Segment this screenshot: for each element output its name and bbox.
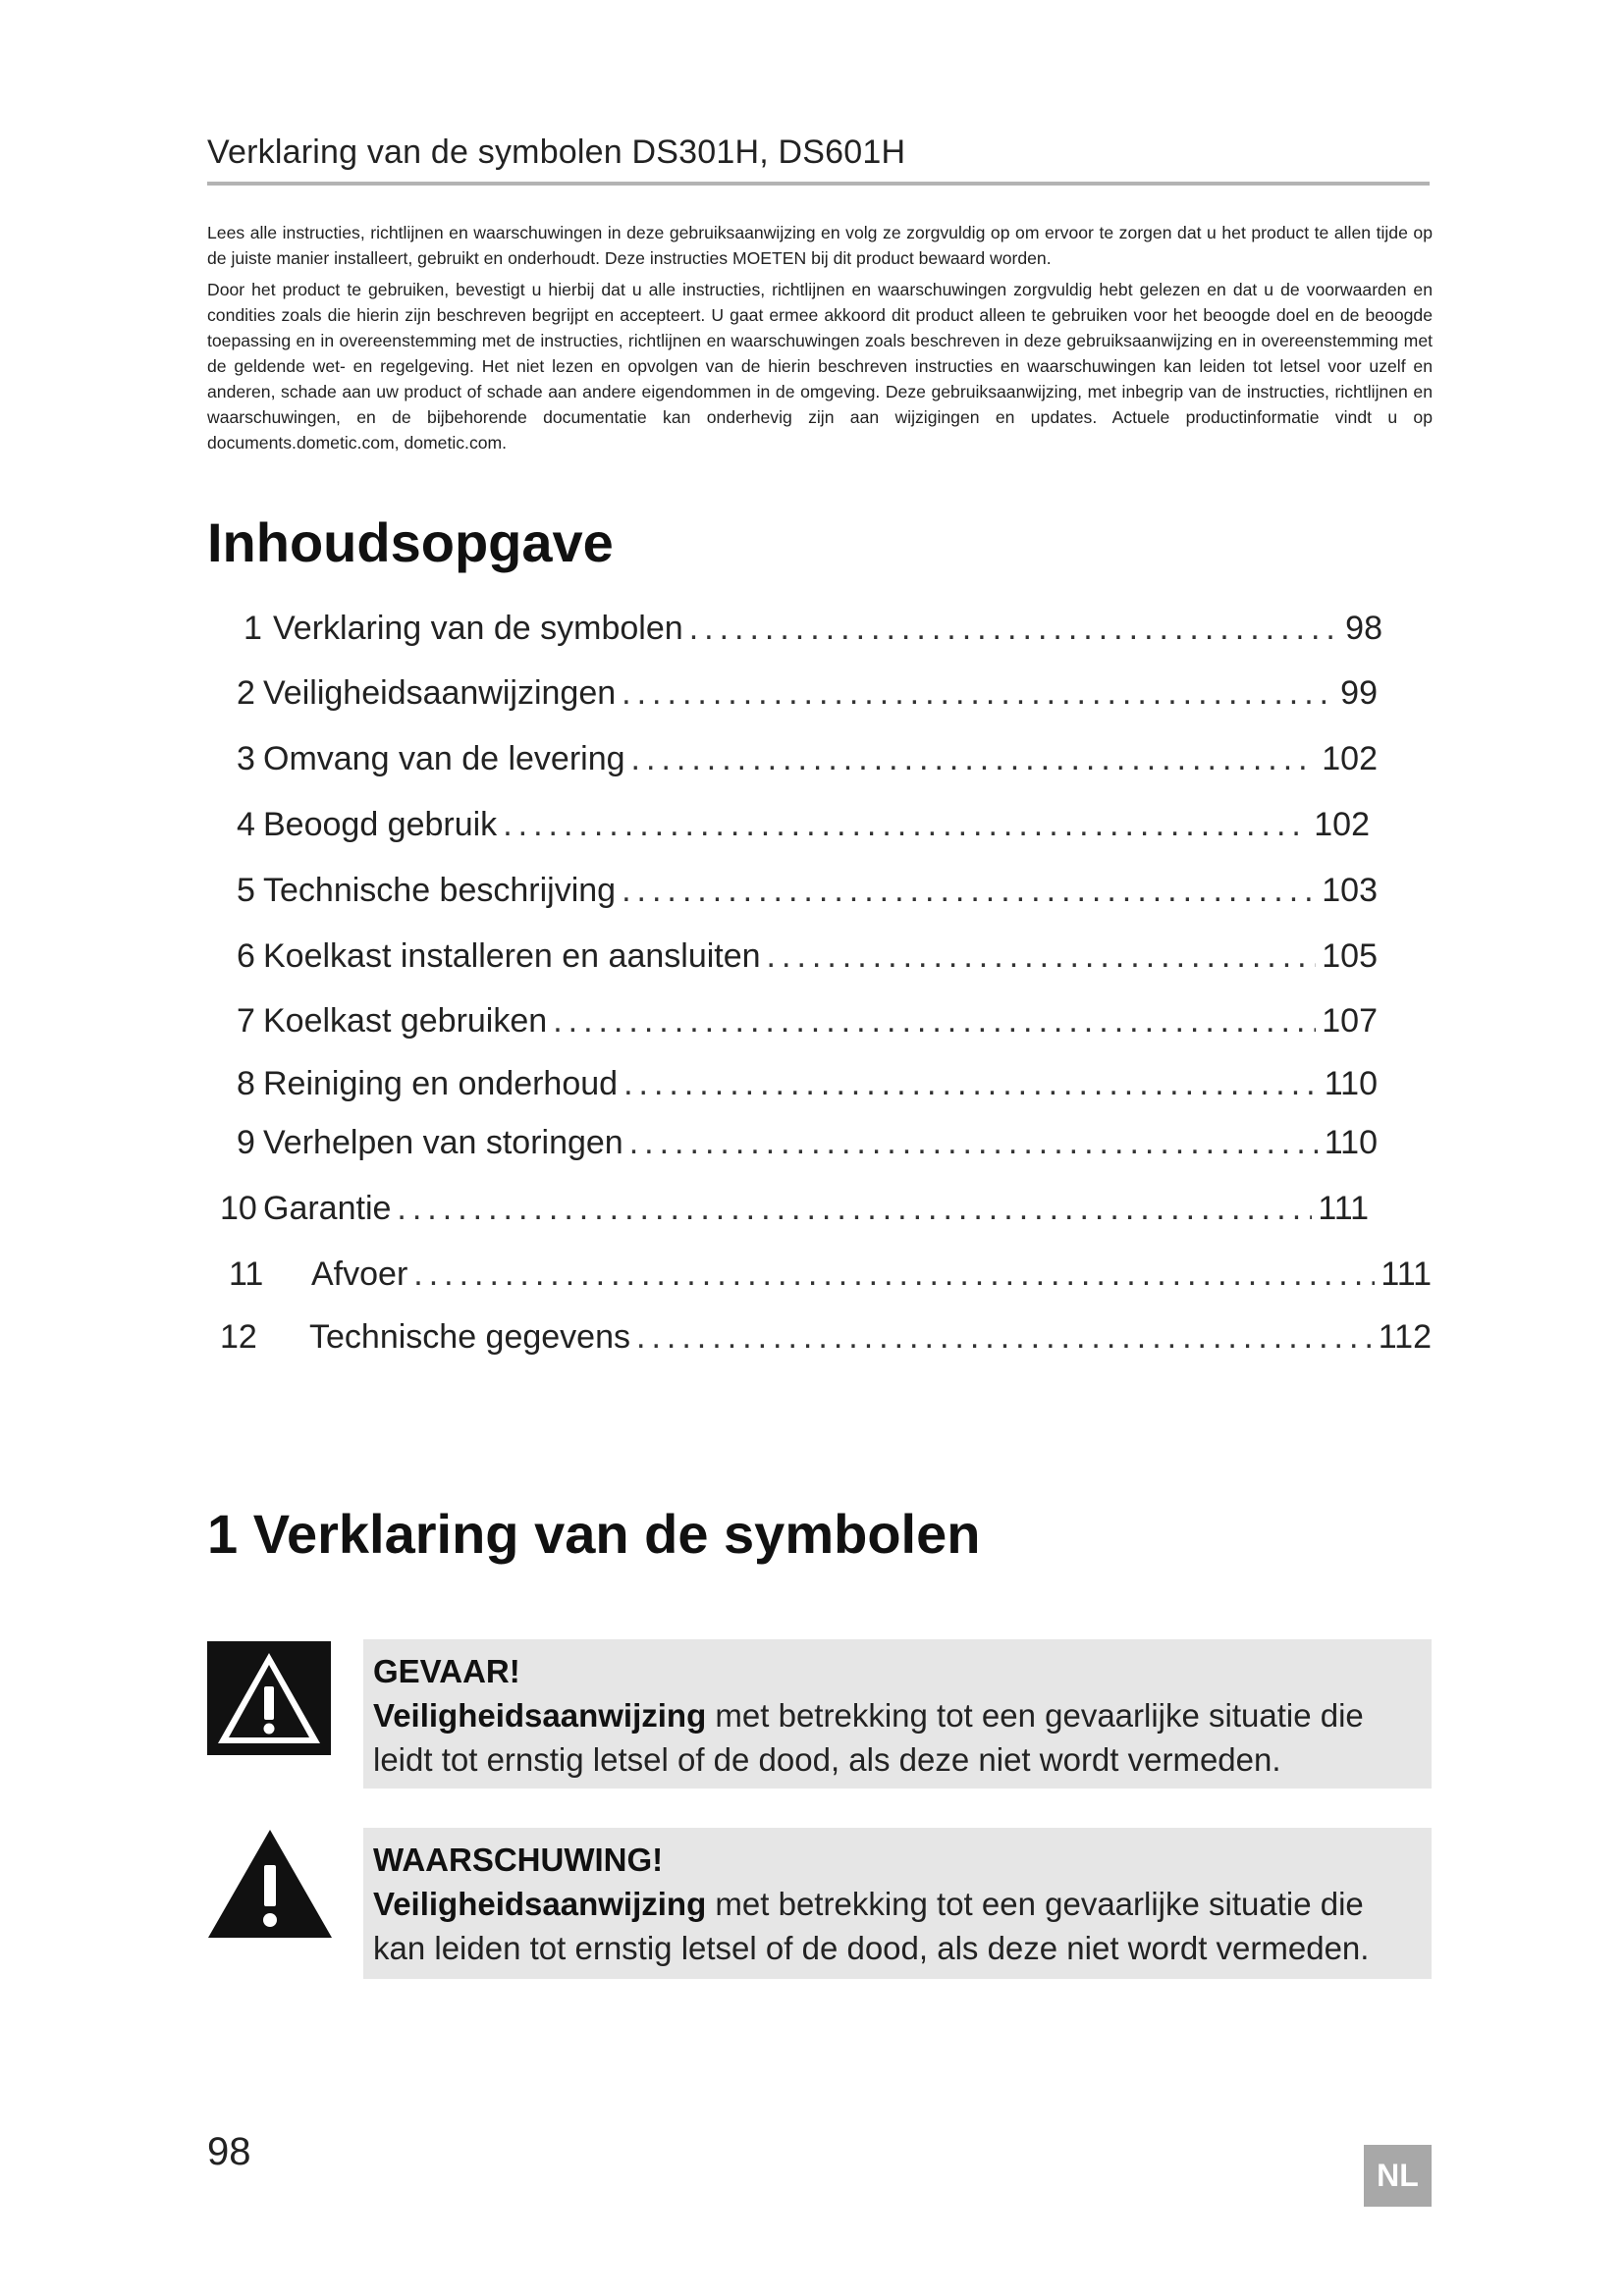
warning-notice	[363, 1828, 1432, 1979]
toc-item-page: 111	[1380, 1255, 1432, 1293]
toc-item-title: Reiniging en onderhoud	[263, 1065, 619, 1102]
page-number: 98	[207, 2130, 251, 2173]
toc-item[interactable]	[244, 607, 1382, 650]
toc-item[interactable]	[237, 1062, 1378, 1105]
toc-item-page: 102	[1314, 806, 1370, 843]
danger-notice	[363, 1639, 1432, 1789]
toc-leader-dots	[631, 737, 1317, 780]
toc-item[interactable]	[220, 1187, 1369, 1230]
toc-item-title: Omvang van de levering	[263, 740, 625, 777]
toc-leader-dots	[767, 934, 1317, 978]
toc-item[interactable]	[237, 869, 1378, 912]
toc-item-title: Verhelpen van storingen	[263, 1124, 623, 1161]
toc-item-title: Veiligheidsaanwijzingen	[263, 674, 617, 712]
toc-item-number: 4	[237, 806, 255, 843]
toc-leader-dots	[622, 869, 1316, 912]
warning-strong-text: Veiligheidsaanwijzing	[373, 1886, 707, 1922]
toc-item-title: Technische beschrijving	[263, 872, 617, 909]
toc-item-page: 107	[1322, 1002, 1378, 1040]
toc-item-title: Beoogd gebruik	[263, 806, 498, 843]
danger-label: GEVAAR!	[373, 1653, 520, 1689]
toc-leader-dots	[397, 1187, 1312, 1230]
toc-item-title: Koelkast gebruiken	[263, 1002, 548, 1040]
toc-leader-dots	[689, 607, 1339, 650]
toc-item-number: 8	[237, 1065, 255, 1102]
warning-label: WAARSCHUWING!	[373, 1842, 664, 1878]
toc-item-page: 99	[1340, 674, 1378, 712]
toc-item[interactable]	[220, 1315, 1432, 1359]
warning-triangle-icon	[207, 1828, 333, 1940]
danger-strong-text: Veiligheidsaanwijzing	[373, 1697, 707, 1734]
toc-item-page: 98	[1345, 610, 1382, 647]
page-header-title: Verklaring van de symbolen DS301H, DS601H	[207, 133, 1430, 186]
toc-heading: Inhoudsopgave	[207, 511, 614, 573]
toc-item-title: Technische gegevens	[309, 1318, 631, 1356]
intro-paragraph-1: Lees alle instructies, richtlijnen en waarschuwingen in deze gebruiksaanwijzing en volg ze zorgvuldig op om ervoor te zorgen dat u het product te allen tijde op de juiste manier installeert, gebruikt en onderhoudt. Deze instructies MOETEN bij dit product bewaard worden.	[207, 223, 1433, 268]
toc-item-number: 7	[237, 1002, 255, 1040]
toc-leader-dots	[413, 1253, 1375, 1296]
toc-item-number: 2	[237, 674, 255, 712]
toc-item[interactable]	[237, 999, 1378, 1042]
language-tab: NL	[1364, 2145, 1432, 2207]
toc-leader-dots	[503, 803, 1308, 846]
toc-leader-dots	[622, 671, 1334, 715]
toc-item-page: 110	[1324, 1065, 1378, 1102]
toc-item-number: 10	[220, 1190, 257, 1227]
toc-leader-dots	[636, 1315, 1373, 1359]
toc-item-page: 110	[1324, 1124, 1378, 1161]
toc-leader-dots	[623, 1062, 1319, 1105]
toc-item[interactable]	[229, 1253, 1432, 1296]
toc-item-title: Koelkast installeren en aansluiten	[263, 937, 761, 975]
toc-item-number: 1	[244, 610, 262, 647]
toc-item-number: 9	[237, 1124, 255, 1161]
toc-item[interactable]	[237, 671, 1378, 715]
toc-item-number: 11	[229, 1255, 264, 1293]
toc-item[interactable]	[237, 737, 1378, 780]
toc-item-number: 6	[237, 937, 255, 975]
toc-item-number: 3	[237, 740, 255, 777]
toc-leader-dots	[629, 1121, 1319, 1164]
toc-item-page: 111	[1318, 1190, 1369, 1227]
toc-item-page: 102	[1322, 740, 1378, 777]
toc-item[interactable]	[237, 1121, 1378, 1164]
toc-item-title: Verklaring van de symbolen	[273, 610, 683, 647]
intro-text	[207, 220, 1433, 461]
toc-item-number: 5	[237, 872, 255, 909]
toc-item[interactable]	[237, 934, 1378, 978]
toc-item-title: Garantie	[263, 1190, 392, 1227]
toc-item-title: Afvoer	[311, 1255, 408, 1293]
toc-item-page: 112	[1378, 1318, 1432, 1356]
toc-item[interactable]	[237, 803, 1370, 846]
toc-item-page: 105	[1322, 937, 1378, 975]
danger-body-text: met betrekking tot een gevaarlijke situatie die leidt tot ernstig letsel of de dood, als deze niet wordt vermeden.	[373, 1697, 1364, 1778]
toc-item-page: 103	[1322, 872, 1378, 909]
section-heading: 1 Verklaring van de symbolen	[207, 1503, 981, 1565]
toc-item-number: 12	[220, 1318, 257, 1356]
warning-body-text: met betrekking tot een gevaarlijke situatie die kan leiden tot ernstig letsel of de dood, als deze niet wordt vermeden.	[373, 1886, 1370, 1966]
intro-paragraph-2: Door het product te gebruiken, bevestigt u hierbij dat u alle instructies, richtlijnen en waarschuwingen zorgvuldig hebt gelezen en dat u de voorwaarden en condities zoals die hierin zijn beschreven begrijpt en accepteert. U gaat ermee akkoord dit product alleen te gebruiken voor het beoogde doel en de beoogde toepassing en in overeenstemming met de instructies, richtlijnen en waarschuwingen zoals beschreven in deze gebruiksaanwijzing en in overeenstemming met de geldende wet- en regelgeving. Het niet lezen en opvolgen van de hierin beschreven instructies en waarschuwingen kan leiden tot letsel voor uzelf en anderen, schade aan uw product of schade aan andere eigendommen in de omgeving. Deze gebruiksaanwijzing, met inbegrip van de instructies, richtlijnen en waarschuwingen, en de bijbehorende documentatie kan onderhevig zijn aan wijzigingen en updates. Actuele productinformatie vindt u op documents.dometic.com, dometic.com.	[207, 280, 1433, 453]
danger-warning-icon	[207, 1641, 331, 1755]
toc-leader-dots	[553, 999, 1316, 1042]
